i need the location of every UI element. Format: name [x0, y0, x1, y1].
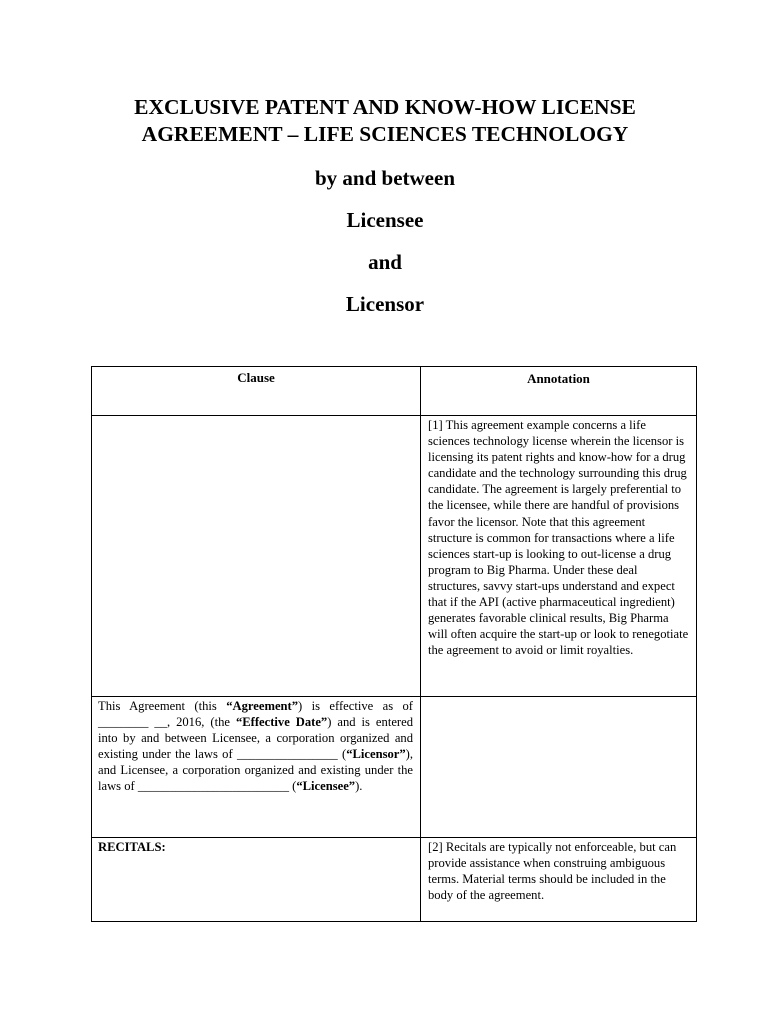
clause-text: ) is effective as of ________ __, 2016, (the — [98, 699, 413, 730]
title-line-1: EXCLUSIVE PATENT AND KNOW-HOW LICENSE — [134, 95, 636, 119]
annotation-cell: [1] This agreement example concerns a life sciences technology license wherein the licensor is licensing its patent rights and know-how for a drug candidate and the technology surrounding this drug candidate. The agreement is largely preferential to the licensee, while there are handful of provisions favor the licensor. Note that this agreement structure is common for transactions where a life sciences start-up is looking to out-license a drug program to Big Pharma. Under these deal structures, savvy start-ups understand and expect that if the API (active pharmaceutical ingredient) generates favorable clinical results, Big Pharma will often acquire the start-up or look to renegotiate the agreement to avoid or limit royalties. — [421, 416, 697, 697]
document-title — [0, 94, 770, 148]
clause-cell-preamble — [92, 697, 421, 838]
party-licensee-heading: Licensee — [346, 208, 424, 232]
defined-term-agreement: “Agreement” — [226, 699, 299, 713]
annotation-column-header: Annotation — [527, 371, 590, 386]
party-licensor-heading: Licensor — [345, 292, 425, 316]
clause-text: ) and is entered into by and between Licensee, a corporation organized and existing under the laws of ________________ ( — [98, 715, 413, 762]
by-and-between-text: by and between — [314, 166, 456, 190]
recitals-heading-cell: RECITALS: — [92, 838, 421, 922]
header-cell-clause — [92, 367, 421, 416]
clause-annotation-table — [91, 366, 697, 922]
table-row — [92, 697, 697, 838]
clause-text: This Agreement (this — [98, 699, 227, 713]
header-cell-annotation — [421, 367, 697, 416]
defined-term-licensor: “Licensor” — [346, 747, 406, 762]
table-header-row — [92, 367, 697, 416]
table-row — [92, 838, 697, 922]
annotation-cell: [2] Recitals are typically not enforceable, but can provide assistance when construing ambiguous terms. Material terms should be included in the body of the agreement. — [421, 838, 697, 922]
clause-cell — [92, 416, 421, 697]
defined-term-licensee: “Licensee” — [296, 779, 356, 794]
and-text: and — [368, 250, 402, 274]
table-row — [92, 416, 697, 697]
title-line-2: AGREEMENT – LIFE SCIENCES TECHNOLOGY — [141, 122, 629, 146]
clause-column-header: Clause — [237, 370, 275, 385]
annotation-cell — [421, 697, 697, 838]
defined-term-effective-date: “Effective Date” — [235, 715, 328, 730]
clause-text: ). — [355, 779, 363, 794]
clause-text: ), and Licensee, a corporation organized and existing under the laws of ________________________ ( — [98, 747, 413, 794]
